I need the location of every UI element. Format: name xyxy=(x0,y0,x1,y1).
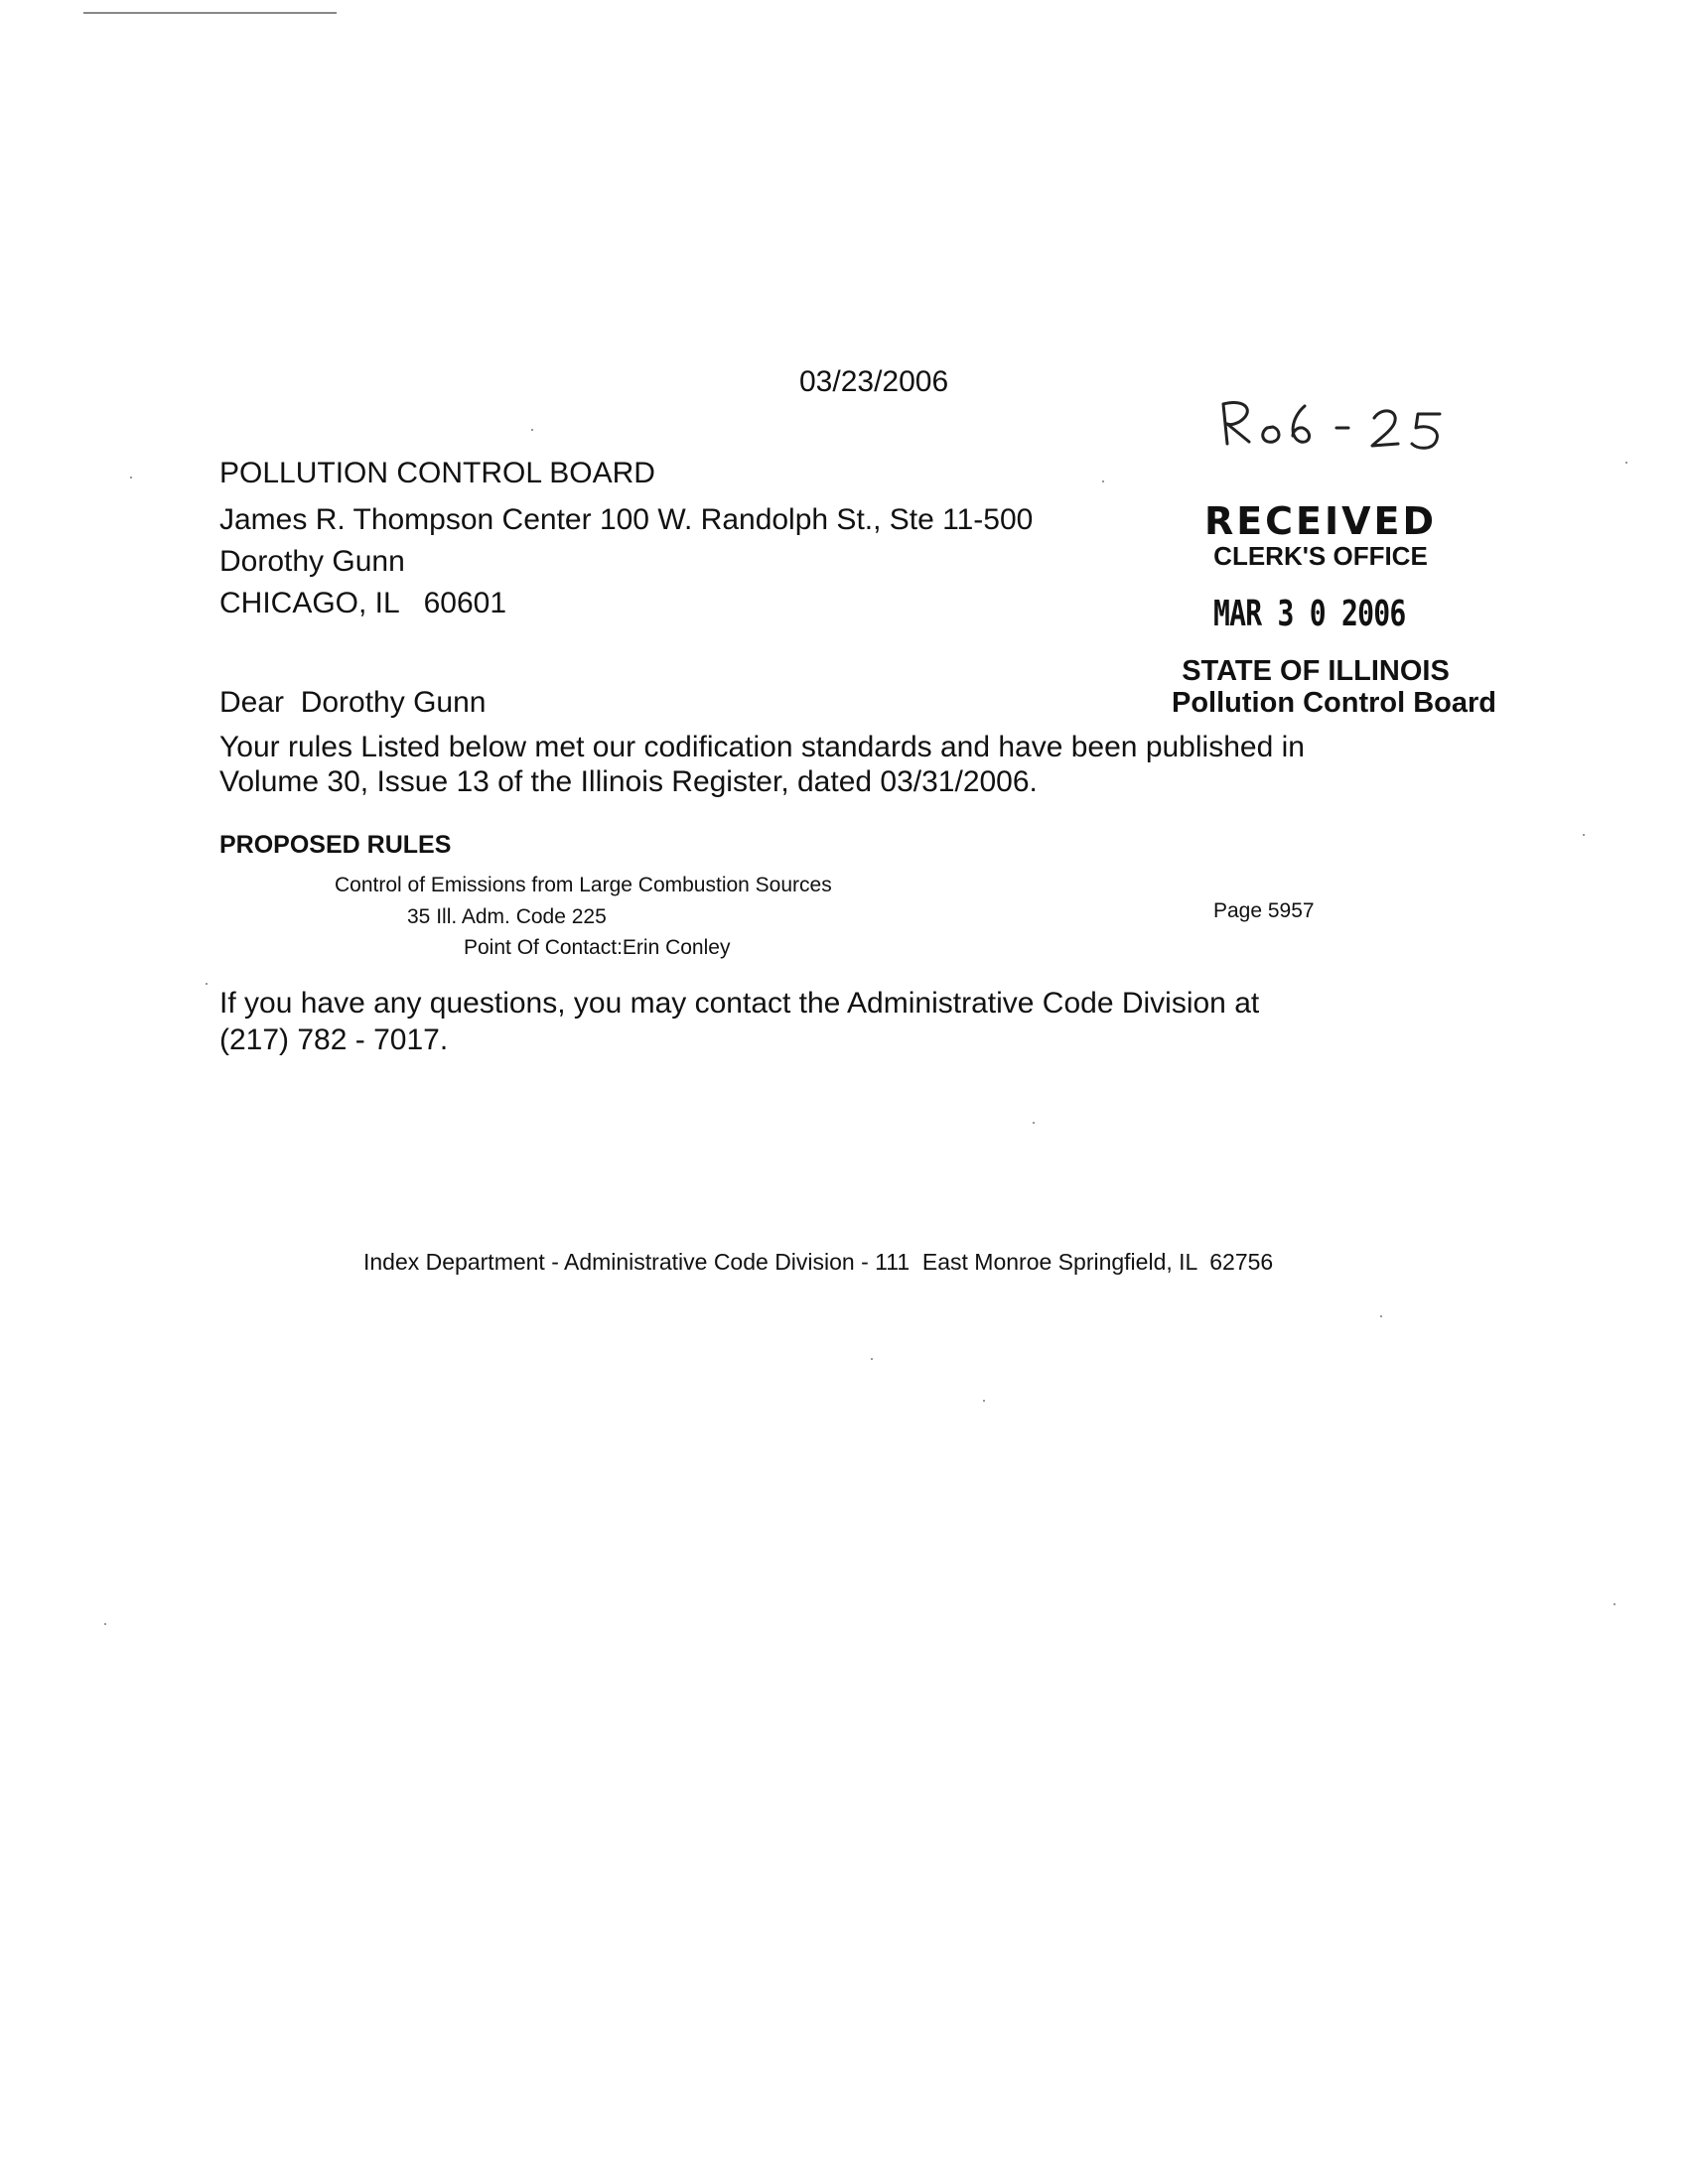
body-line-1: Your rules Listed below met our codification standards and have been published in xyxy=(219,731,1305,763)
speck xyxy=(1625,462,1627,464)
rule-contact: Point Of Contact:Erin Conley xyxy=(464,936,731,959)
letter-date: 03/23/2006 xyxy=(799,365,949,398)
speck xyxy=(1380,1315,1382,1317)
stamp-received: RECEIVED xyxy=(1203,499,1438,543)
speck xyxy=(983,1400,985,1402)
closing-line-2: (217) 782 - 7017. xyxy=(219,1024,449,1056)
recipient-org: POLLUTION CONTROL BOARD xyxy=(219,457,655,489)
received-stamp xyxy=(1162,501,1479,571)
handwritten-docket-number xyxy=(1213,392,1462,462)
salutation: Dear Dorothy Gunn xyxy=(219,686,487,719)
speck xyxy=(130,477,132,478)
rule-page: Page 5957 xyxy=(1213,899,1315,922)
rule-title: Control of Emissions from Large Combustion Sources xyxy=(335,874,832,896)
footer-address: Index Department - Administrative Code Division - 111 East Monroe Springfield, IL 62756 xyxy=(363,1249,1274,1275)
speck xyxy=(206,983,208,985)
speck xyxy=(871,1358,873,1360)
stamp-office: CLERK'S OFFICE xyxy=(1213,541,1428,571)
speck xyxy=(531,429,533,431)
rule-code: 35 Ill. Adm. Code 225 xyxy=(407,905,607,928)
speck xyxy=(104,1623,106,1625)
speck xyxy=(1033,1122,1035,1124)
section-heading: PROPOSED RULES xyxy=(219,831,452,859)
stamp-board-name: Pollution Control Board xyxy=(1172,687,1497,719)
handwritten-docket-svg xyxy=(1213,392,1462,462)
stamp-date: MAR 3 0 2006 xyxy=(1213,594,1406,634)
stamp-state-name: STATE OF ILLINOIS xyxy=(1182,655,1450,687)
scan-edge-line xyxy=(83,12,337,14)
speck xyxy=(1583,834,1585,836)
stamp-state xyxy=(1152,655,1497,719)
speck xyxy=(1102,480,1104,482)
body-line-2: Volume 30, Issue 13 of the Illinois Register, dated 03/31/2006. xyxy=(219,765,1038,798)
recipient-address: James R. Thompson Center 100 W. Randolph St., Ste 11-500 xyxy=(219,503,1034,536)
recipient-city: CHICAGO, IL 60601 xyxy=(219,587,507,619)
closing-line-1: If you have any questions, you may contact the Administrative Code Division at xyxy=(219,987,1260,1020)
recipient-name: Dorothy Gunn xyxy=(219,545,405,578)
speck xyxy=(1614,1603,1615,1605)
